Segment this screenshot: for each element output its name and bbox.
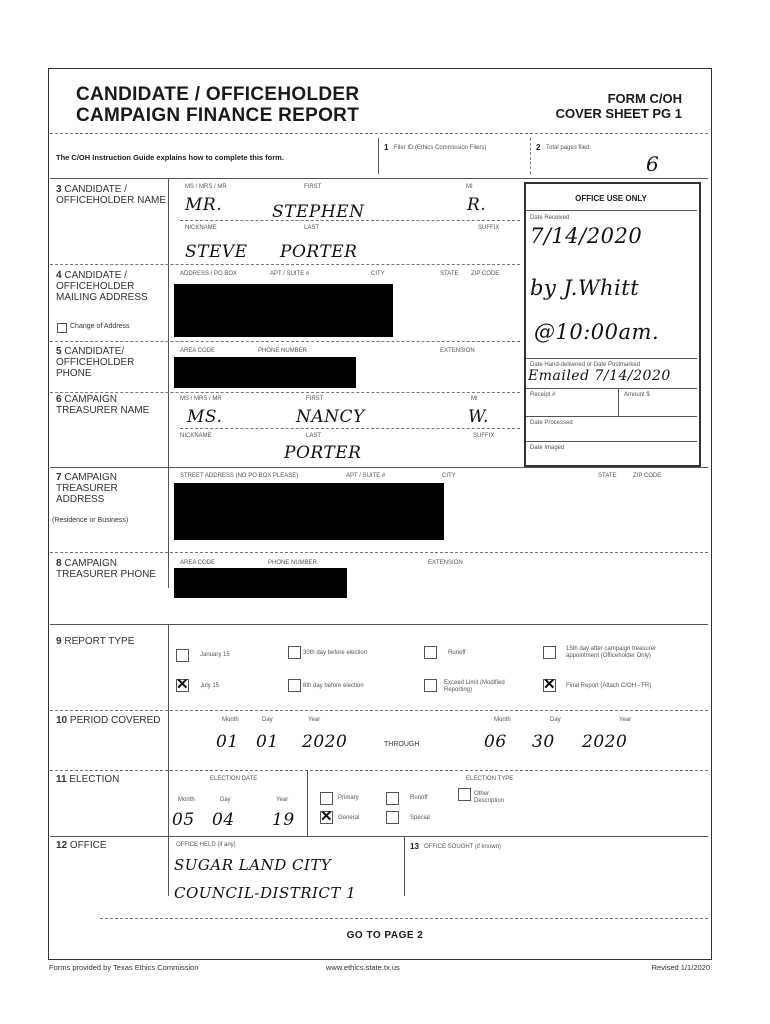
mailing-address-label (56, 270, 168, 303)
year-label: Year (619, 717, 632, 723)
treasurer-address-label (56, 472, 168, 505)
election-day[interactable]: 04 (212, 810, 235, 830)
period-from-day[interactable]: 01 (256, 732, 279, 752)
option-label: 30th day before election (303, 650, 368, 656)
candidate-phone-label (56, 346, 168, 379)
form-page-label: COVER SHEET PG 1 (555, 106, 682, 121)
field-number: 4 (56, 270, 62, 281)
period-from-month[interactable]: 01 (216, 732, 239, 752)
mi-label: MI (466, 184, 473, 190)
hand-delivered-value: Emailed 7/14/2020 (528, 368, 671, 384)
treasurer-first[interactable]: NANCY (296, 407, 365, 427)
field-number: 7 (56, 472, 62, 483)
option-label: Final Report (Attach C/OH - FR) (566, 683, 652, 689)
option-label: Runoff (410, 795, 428, 801)
hand-delivered-label: Date Hand-delivered or Date Postmarked (530, 362, 641, 368)
option-label: Primary (338, 795, 359, 801)
receipt-label: Receipt # (530, 392, 556, 398)
area-code-label: AREA CODE (180, 348, 216, 354)
office-sought-label: OFFICE SOUGHT (if known) (424, 844, 501, 850)
date-processed-label: Date Processed (530, 420, 573, 426)
report-type-30day-checkbox[interactable] (288, 646, 301, 659)
day-label: Day (550, 717, 561, 723)
section-label: CANDIDATE/ OFFICEHOLDER PHONE (56, 346, 135, 379)
report-type-8day-checkbox[interactable] (288, 679, 301, 692)
candidate-last[interactable]: PORTER (280, 242, 358, 262)
option-label: Other (474, 791, 490, 797)
checked-x-icon: ✕ (543, 676, 556, 693)
option-label: July 15 (200, 683, 220, 689)
option-label: 15th day after campaign treasurer appointment (Officeholder Only) (566, 646, 657, 659)
option-label: General (338, 815, 360, 821)
office-held-label: OFFICE HELD (if any) (176, 842, 236, 848)
amount-label: Amount $ (624, 392, 650, 398)
form-title-line2: CAMPAIGN FINANCE REPORT (76, 105, 360, 126)
option-label: 8th day before election (303, 683, 364, 689)
section-label: OFFICE (69, 840, 107, 851)
period-covered-label (56, 715, 166, 726)
extension-label: EXTENSION (428, 560, 463, 566)
form-id: FORM C/OH (607, 91, 682, 106)
office-held-line1[interactable]: SUGAR LAND CITY (174, 856, 332, 874)
option-label: Special (410, 815, 430, 821)
redacted-candidate-phone (174, 357, 356, 388)
footer-provided: Forms provided by Texas Ethics Commission (49, 963, 199, 972)
field-number: 10 (56, 715, 68, 726)
treasurer-last[interactable]: PORTER (284, 443, 362, 463)
phone-number-label: PHONE NUMBER (258, 348, 308, 354)
change-address-checkbox[interactable] (57, 323, 67, 333)
change-address-label: Change of Address (70, 323, 130, 330)
day-label: Day (220, 797, 231, 803)
go-to-page-2: GO TO PAGE 2 (346, 930, 424, 941)
date-imaged-label: Date Imaged (530, 445, 565, 451)
month-label: Month (222, 717, 239, 723)
election-date-label: ELECTION DATE (210, 776, 258, 782)
state-label: STATE (440, 271, 459, 277)
candidate-name-label (56, 184, 168, 206)
field-number: 11 (56, 774, 67, 785)
area-code-label: AREA CODE (180, 560, 216, 566)
election-year[interactable]: 19 (272, 810, 295, 830)
residence-business-label: (Residence or Business) (52, 517, 129, 524)
city-label: CITY (442, 473, 456, 479)
received-by-initials: by J.Whitt (530, 276, 640, 300)
field-number: 5 (56, 346, 62, 357)
field-number: 8 (56, 558, 62, 569)
treasurer-phone-label (56, 558, 168, 580)
report-type-runoff-checkbox[interactable] (424, 646, 437, 659)
election-label (56, 774, 119, 785)
election-type-label: ELECTION TYPE (466, 776, 514, 782)
election-special-checkbox[interactable] (386, 811, 399, 824)
year-label: Year (308, 717, 321, 723)
field-number: 2 (536, 143, 541, 152)
option-label: January 15 (200, 652, 230, 658)
treasurer-name-label (56, 394, 168, 416)
state-label: STATE (598, 473, 617, 479)
total-pages-value[interactable]: 6 (646, 152, 660, 176)
office-held-line2[interactable]: COUNCIL-DISTRICT 1 (174, 884, 357, 902)
section-label: REPORT TYPE (64, 636, 135, 647)
treasurer-title[interactable]: MS. (187, 407, 223, 427)
option-label: Exceed Limit (Modified Reporting) (444, 680, 505, 693)
office-label (56, 840, 107, 851)
redacted-mailing-address (174, 284, 393, 337)
street-label: STREET ADDRESS (NO PO BOX PLEASE) (180, 473, 299, 479)
field-number: 12 (56, 840, 68, 851)
section-label: CAMPAIGN TREASURER ADDRESS (56, 472, 118, 505)
received-time: @10:00am. (534, 320, 660, 344)
office-use-heading: OFFICE USE ONLY (575, 194, 647, 203)
description-label: Description (474, 798, 505, 804)
field-number: 13 (410, 842, 419, 851)
candidate-mi[interactable]: R. (467, 195, 487, 215)
date-received-stamp: 7/14/2020 (530, 224, 643, 248)
candidate-nickname[interactable]: STEVE (185, 242, 248, 262)
field-number: 1 (384, 143, 389, 152)
suffix-label: SUFFIX (478, 225, 500, 231)
apt-label: APT / SUITE # (346, 473, 386, 479)
city-label: CITY (371, 271, 385, 277)
instructions-text: The C/OH Instruction Guide explains how to complete this form. (56, 153, 284, 162)
nickname-label: NICKNAME (180, 433, 212, 439)
report-type-15after-checkbox[interactable] (543, 646, 556, 659)
phone-number-label: PHONE NUMBER (268, 560, 318, 566)
month-label: Month (178, 797, 195, 803)
form-title-line1: CANDIDATE / OFFICEHOLDER (76, 84, 360, 105)
zip-label: ZIP CODE (471, 271, 500, 277)
first-label: FIRST (306, 396, 324, 402)
report-type-label (56, 636, 134, 647)
mi-label: MI (471, 396, 478, 402)
filer-id-label: Filer ID (Ethics Commission Filers) (394, 145, 487, 151)
field-number: 9 (56, 636, 62, 647)
period-to-month[interactable]: 06 (484, 732, 507, 752)
redacted-treasurer-address (174, 483, 444, 540)
suffix-label: SUFFIX (473, 433, 495, 439)
section-label: CANDIDATE / OFFICEHOLDER NAME (56, 184, 167, 206)
month-label: Month (494, 717, 511, 723)
period-from-year[interactable]: 2020 (302, 732, 348, 752)
section-label: PERIOD COVERED (69, 715, 161, 726)
ms-label: MS / MRS / MR (180, 396, 222, 402)
year-label: Year (276, 797, 289, 803)
field-number: 3 (56, 184, 62, 195)
report-type-exceed-checkbox[interactable] (424, 679, 437, 692)
first-label: FIRST (304, 184, 322, 190)
total-pages-label: Total pages filed: (546, 145, 592, 151)
ms-label: MS / MRS / MR (185, 184, 227, 190)
checked-x-icon: ✕ (320, 808, 333, 825)
checked-x-icon: ✕ (176, 676, 189, 693)
candidate-first[interactable]: STEPHEN (272, 202, 365, 222)
section-label: CAMPAIGN TREASURER PHONE (56, 558, 157, 580)
treasurer-mi[interactable]: W. (468, 407, 489, 427)
footer-revised: Revised 1/1/2020 (651, 963, 710, 972)
section-label: ELECTION (69, 774, 120, 785)
period-to-year[interactable]: 2020 (582, 732, 628, 752)
section-label: CANDIDATE / OFFICEHOLDER MAILING ADDRESS (56, 270, 148, 303)
zip-label: ZIP CODE (633, 473, 662, 479)
period-to-day[interactable]: 30 (532, 732, 555, 752)
through-label: THROUGH (384, 741, 420, 748)
candidate-title[interactable]: MR. (185, 195, 223, 215)
apt-label: APT / SUITE # (270, 271, 310, 277)
field-number: 6 (56, 394, 62, 405)
report-type-jan15-checkbox[interactable] (176, 649, 189, 662)
nickname-label: NICKNAME (185, 225, 217, 231)
election-primary-checkbox[interactable] (320, 792, 333, 805)
election-month[interactable]: 05 (172, 810, 195, 830)
section-label: CAMPAIGN TREASURER NAME (56, 394, 150, 416)
day-label: Day (262, 717, 273, 723)
last-label: LAST (304, 225, 320, 231)
extension-label: EXTENSION (440, 348, 475, 354)
last-label: LAST (306, 433, 322, 439)
address-label: ADDRESS / PO BOX (180, 271, 238, 277)
date-received-label: Date Received (530, 215, 570, 221)
footer-website[interactable]: www.ethics.state.tx.us (326, 963, 400, 972)
election-runoff-checkbox[interactable] (386, 792, 399, 805)
election-other-checkbox[interactable] (458, 788, 471, 801)
redacted-treasurer-phone (174, 568, 347, 598)
option-label: Runoff (448, 650, 466, 656)
